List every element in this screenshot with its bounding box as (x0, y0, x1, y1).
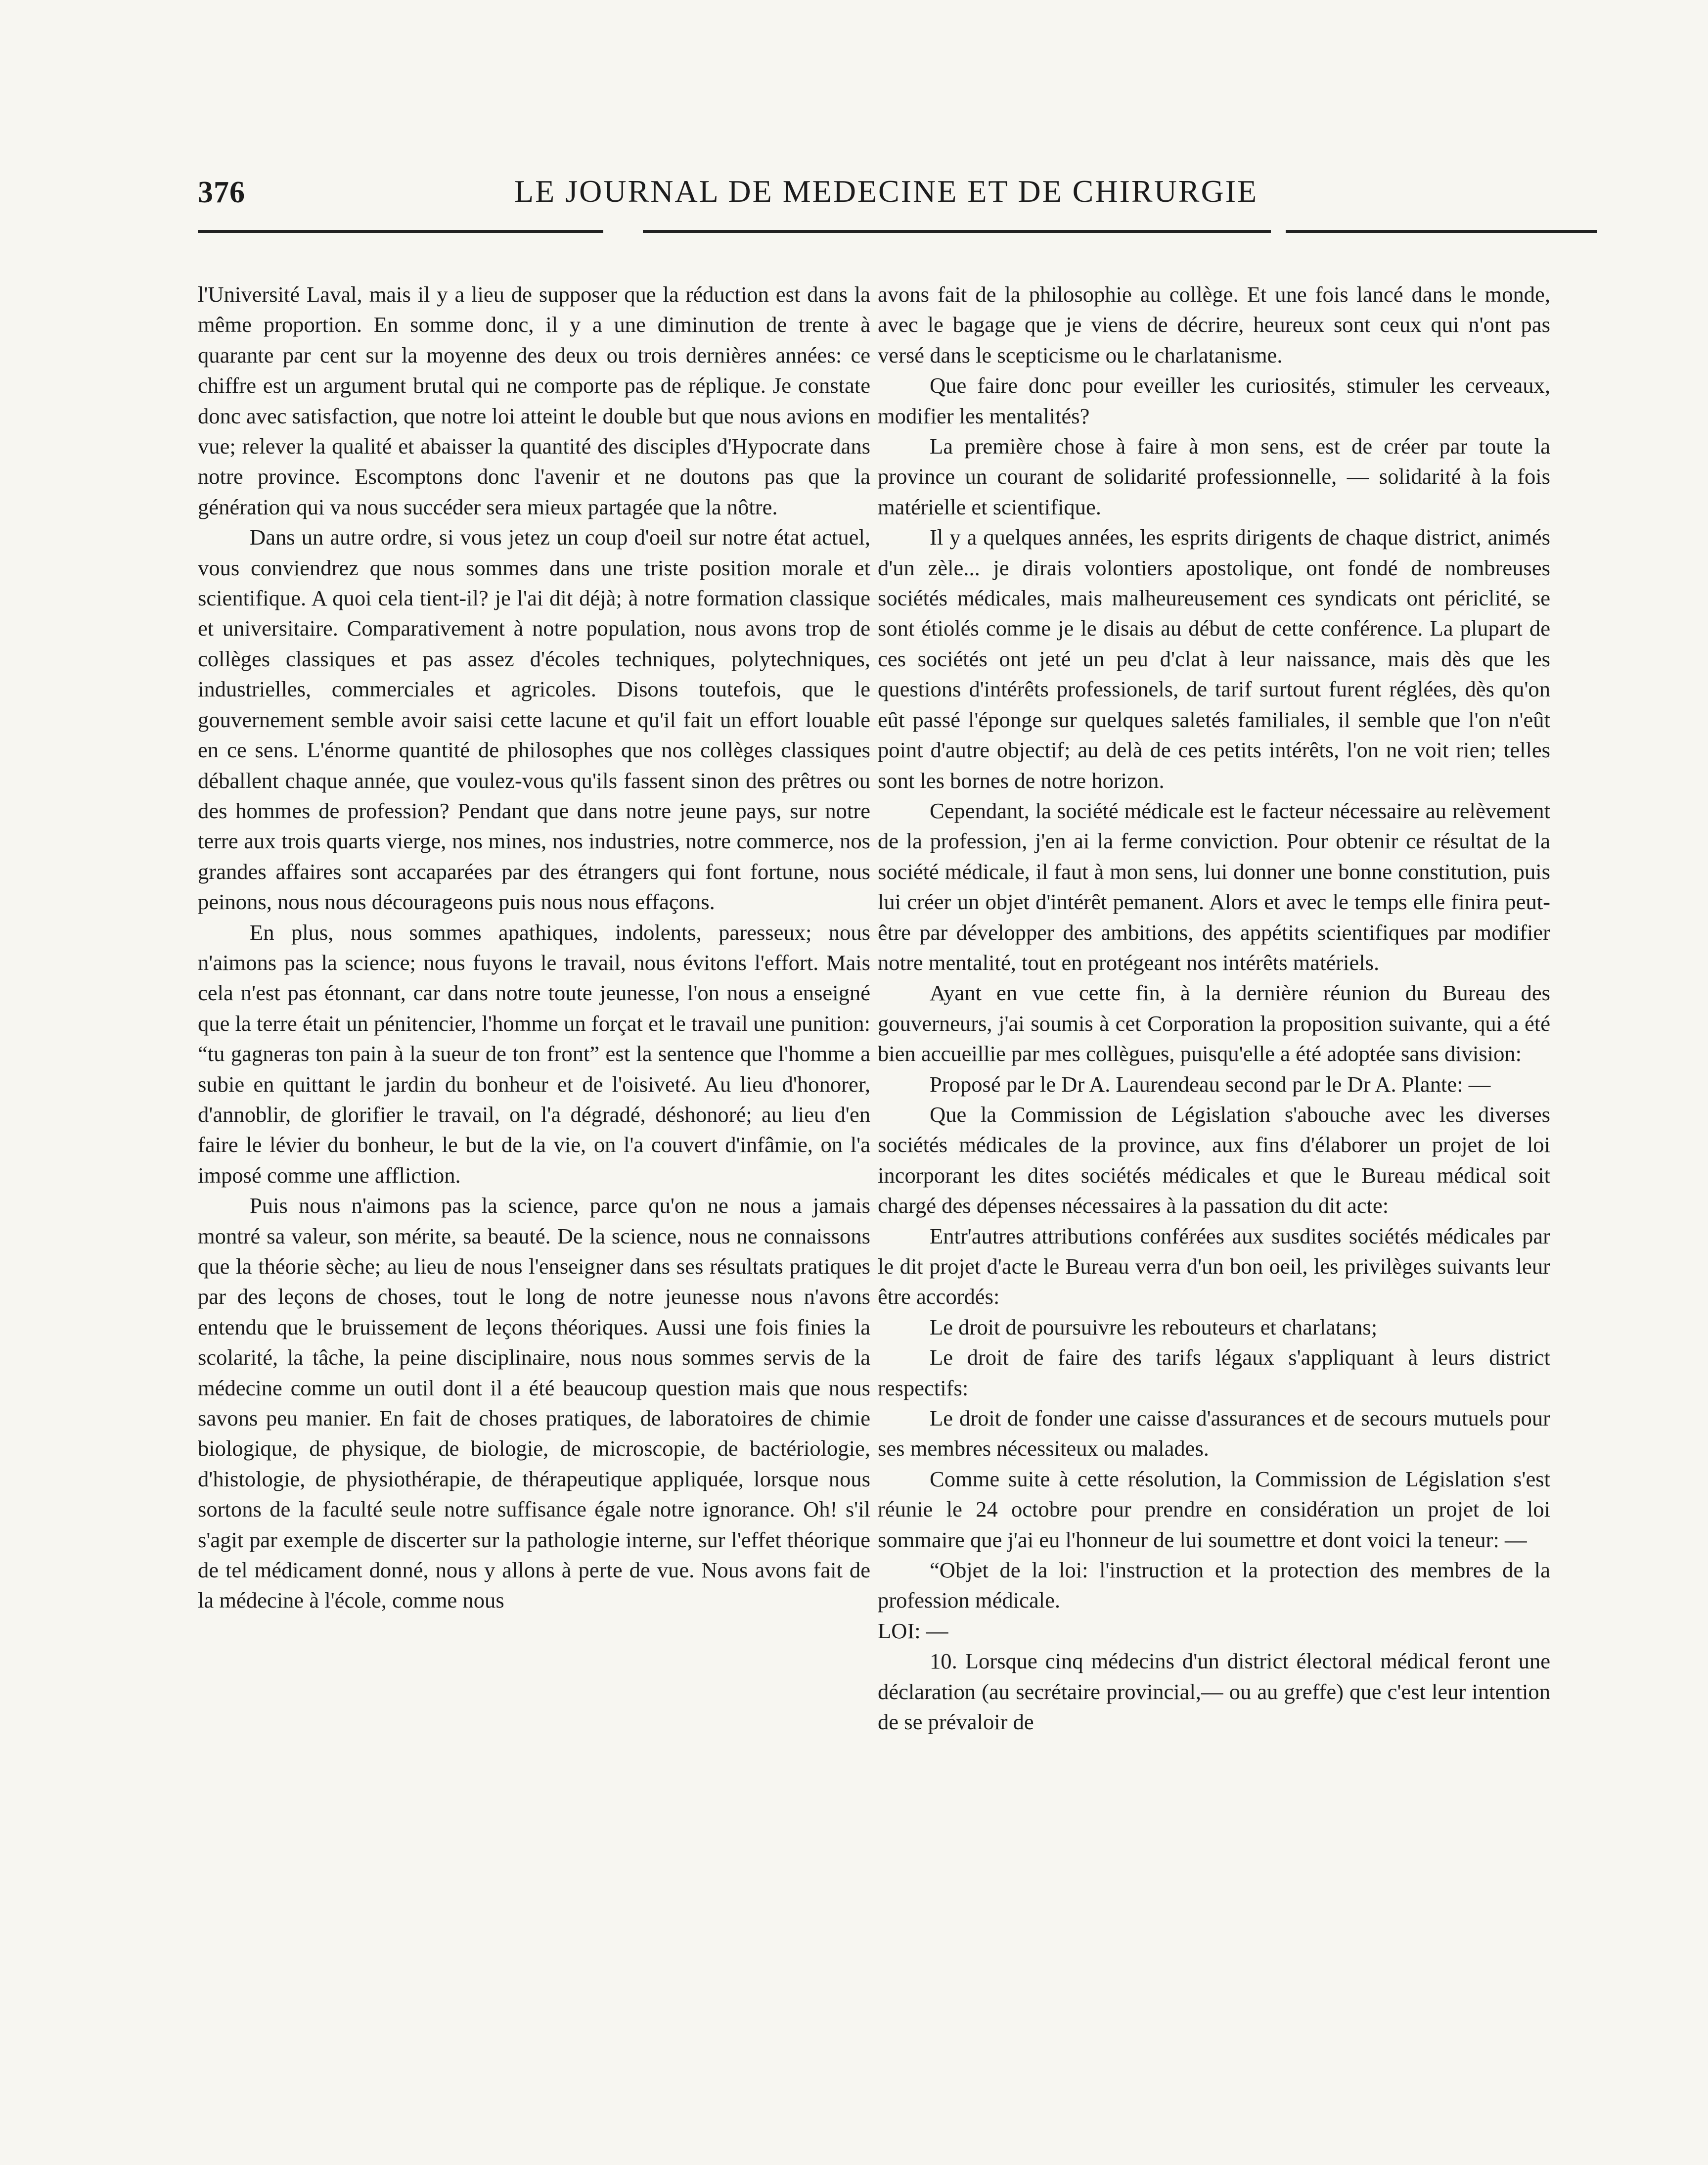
left-column (198, 279, 870, 1616)
paragraph: avons fait de la philosophie au collège. Et une fois lancé dans le monde, avec le bagage que je viens de décrire, heureux sont ceux qui n'ont pas versé dans le scepticisme ou le charlatanisme. (878, 282, 1550, 368)
paragraph: Cependant, la société médicale est le facteur nécessaire au relèvement de la profession, j'en ai la ferme conviction. Pour obtenir ce résultat de la société médicale, il faut à mon sens, lui donner une bonne constitution, puis lui créer un objet d'intérêt pemanent. Alors et avec le temps elle finira peut-être par développer des ambitions, des appétits scientifiques par modifier notre mentalité, tout en protégeant nos intérêts matériels. (878, 798, 1550, 975)
paragraph: LOI: — (878, 1618, 948, 1643)
paragraph: Puis nous n'aimons pas la science, parce qu'on ne nous a jamais montré sa valeur, son mérite, sa beauté. De la science, nous ne connaissons que la théorie sèche; au lieu de nous l'enseigner dans ses résultats pratiques par des leçons de choses, tout le long de notre jeunesse nous n'avons entendu que le bruissement de leçons théoriques. Aussi une fois finies la scolarité, la tâche, la peine disciplinaire, nous nous sommes servis de la médecine comme un outil dont il a été beaucoup question mais que nous savons peu manier. En fait de choses pratiques, de laboratoires de chimie biologique, de physique, de biologie, de microscopie, de bactériologie, d'histologie, de physiothérapie, de thérapeutique appliquée, lorsque nous sortons de la faculté seule notre suffisance égale notre ignorance. Oh! s'il s'agit par exemple de discerter sur la pathologie interne, sur l'effet théorique de tel médicament donné, nous y allons à perte de vue. Nous avons fait de la médecine à l'école, comme nous (198, 1193, 870, 1613)
paragraph: En plus, nous sommes apathiques, indolents, paresseux; nous n'aimons pas la science; nous fuyons le travail, nous évitons l'effort. Mais cela n'est pas étonnant, car dans notre toute jeunesse, l'on nous a enseigné que la terre était un pénitencier, l'homme un forçat et le travail une punition: “tu gagneras ton pain à la sueur de ton front” est la sentence que l'homme a subie en quittant le jardin du bonheur et de l'oisiveté. Au lieu d'honorer, d'annoblir, de glorifier le travail, on l'a dégradé, déshonoré; au lieu d'en faire le lévier du bonheur, le but de la vie, on l'a couvert d'infâmie, on l'a imposé comme une affliction. (198, 920, 870, 1188)
paragraph: Proposé par le Dr A. Laurendeau second par le Dr A. Plante: — (930, 1071, 1491, 1097)
header-rule (643, 230, 1271, 233)
paragraph: Que la Commission de Législation s'abouche avec les diverses sociétés médicales de la province, aux fins d'élaborer un projet de loi incorporant les dites sociétés médicales et que le Bureau médical soit chargé des dépenses nécessaires à la passation du dit acte: (878, 1102, 1550, 1218)
paragraph: Il y a quelques années, les esprits dirigents de chaque district, animés d'un zèle... je dirais volontiers apostolique, ont fondé de nombreuses sociétés médicales, mais malheureusement ces syndicats ont périclité, se sont étiolés comme je le disais au début de cette conférence. La plupart de ces sociétés ont jeté un peu d'clat à leur naissance, mais dès que les questions d'intérêts professionels, de tarif surtout furent réglées, dès qu'on eût passé l'éponge sur quelques saletés familiales, il semble que l'on n'eût point d'autre objectif; au delà de ces petits intérêts, l'on ne voit rien; telles sont les bornes de notre horizon. (878, 525, 1550, 793)
header-rule (1286, 230, 1597, 233)
paragraph: Le droit de poursuivre les rebouteurs et charlatans; (930, 1314, 1378, 1339)
paragraph: “Objet de la loi: l'instruction et la protection des membres de la profession médicale. (878, 1558, 1550, 1613)
journal-title: LE JOURNAL DE MEDECINE ET DE CHIRURGIE (514, 174, 1259, 209)
paragraph: Comme suite à cette résolution, la Commission de Législation s'est réunie le 24 octobre pour prendre en considération un projet de loi sommaire que j'ai eu l'honneur de lui soumettre et dont voici la teneur: — (878, 1466, 1550, 1552)
page-header (198, 168, 1617, 223)
paragraph: Ayant en vue cette fin, à la dernière réunion du Bureau des gouverneurs, j'ai soumis à cet Corporation la proposition suivante, qui a été bien accueillie par mes collègues, puisqu'elle a été adoptée sans division: (878, 980, 1550, 1066)
paragraph: Que faire donc pour eveiller les curiosités, stimuler les cerveaux, modifier les mentalités? (878, 373, 1550, 428)
right-column (878, 279, 1550, 1738)
paragraph: 10. Lorsque cinq médecins d'un district électoral médical feront une déclaration (au secrétaire provincial,— ou au greffe) que c'est leur intention de se prévaloir de (878, 1649, 1550, 1735)
paragraph: l'Université Laval, mais il y a lieu de supposer que la réduction est dans la même proportion. En somme donc, il y a une diminution de trente à quarante par cent sur la moyenne des deux ou trois dernières années: ce chiffre est un argument brutal qui ne comporte pas de réplique. Je constate donc avec satisfaction, que notre loi atteint le double but que nous avions en vue; relever la qualité et abaisser la quantité des disciples d'Hypocrate dans notre province. Escomptons donc l'avenir et ne doutons pas que la génération qui va nous succéder sera mieux partagée que la nôtre. (198, 282, 870, 519)
paragraph: Entr'autres attributions conférées aux susdites sociétés médicales par le dit projet d'acte le Bureau verra d'un bon oeil, les privilèges suivants leur être accordés: (878, 1223, 1550, 1309)
paragraph: Dans un autre ordre, si vous jetez un coup d'oeil sur notre état actuel, vous conviendrez que nous sommes dans une triste position morale et scientifique. A quoi cela tient-il? je l'ai dit déjà; à notre formation classique et universitaire. Comparativement à notre population, nous avons trop de collèges classiques et pas assez d'écoles techniques, polytechniques, industrielles, commerciales et agricoles. Disons toutefois, que le gouvernement semble avoir saisi cette lacune et qu'il fait un effort louable en ce sens. L'énorme quantité de philosophes que nos collèges classiques déballent chaque année, que voulez-vous qu'ils fassent sinon des prêtres ou des hommes de profession? Pendant que dans notre jeune pays, sur notre terre aux trois quarts vierge, nos mines, nos industries, notre commerce, nos grandes affaires sont accaparées par des étrangers qui font fortune, nous peinons, nous nous décourageons puis nous nous effaçons. (198, 525, 870, 915)
header-rule (198, 230, 603, 233)
page-number: 376 (198, 176, 245, 209)
paragraph: Le droit de faire des tarifs légaux s'appliquant à leurs district respectifs: (878, 1345, 1550, 1400)
paragraph: Le droit de fonder une caisse d'assurances et de secours mutuels pour ses membres nécessiteux ou malades. (878, 1406, 1550, 1461)
paragraph: La première chose à faire à mon sens, est de créer par toute la province un courant de solidarité professionnelle, — solidarité à la fois matérielle et scientifique. (878, 434, 1550, 519)
